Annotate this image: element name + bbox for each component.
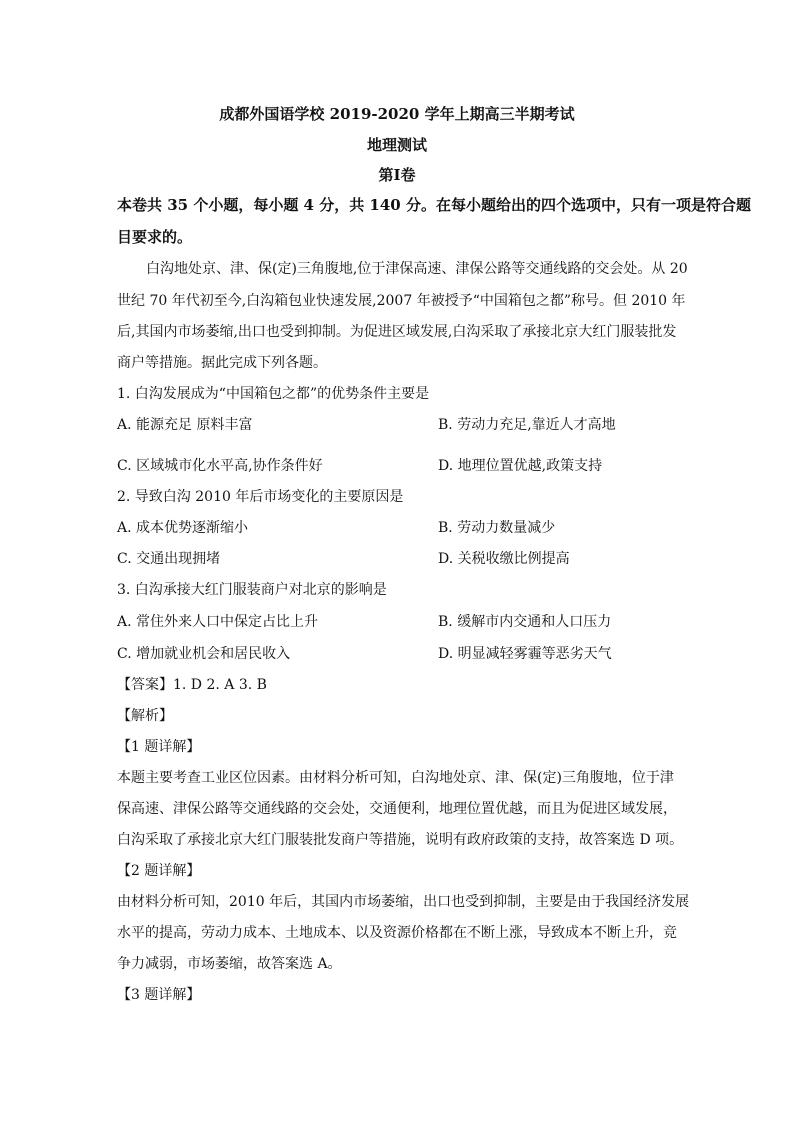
analysis-label: 【解析】 <box>117 708 173 724</box>
option-d: D. 关税收缴比例提高 <box>438 551 570 567</box>
option-c: C. 区域城市化水平高,协作条件好 <box>117 458 323 474</box>
detail-line: 争力减弱，市场萎缩，故答案选 A。 <box>117 956 342 972</box>
detail-label-3: 【3 题详解】 <box>117 987 201 1003</box>
exam-subtitle: 地理测试 <box>366 136 427 154</box>
material-line: 世纪 70 年代初至今,白沟箱包业快速发展,2007 年被授予“中国箱包之都”称号。但 2010 年 <box>117 293 686 309</box>
option-a: A. 成本优势逐渐缩小 <box>117 520 249 536</box>
material-line: 商户等措施。据此完成下列各题。 <box>117 355 327 371</box>
detail-line: 保高速、津保公路等交通线路的交会处，交通便利，地理位置优越，而且为促进区域发展， <box>117 801 677 817</box>
option-b: B. 劳动力充足,靠近人才高地 <box>438 417 616 433</box>
answer-line: 【答案】1. D 2. A 3. B <box>117 677 267 693</box>
question-stem: 1. 白沟发展成为“中国箱包之都”的优势条件主要是 <box>117 386 430 402</box>
volume-label: 第Ⅰ卷 <box>378 166 416 184</box>
instruction-line: 本卷共 35 个小题，每小题 4 分，共 140 分。在每小题给出的四个选项中，只有一项是符合题 <box>117 196 751 214</box>
exam-title: 成都外国语学校 2019-2020 学年上期高三半期考试 <box>219 105 575 123</box>
option-a: A. 常住外来人口中保定占比上升 <box>117 614 319 630</box>
detail-line: 由材料分析可知，2010 年后，其国内市场萎缩，出口也受到抑制，主要是由于我国经济发展 <box>117 894 690 910</box>
detail-line: 水平的提高，劳动力成本、土地成本、以及资源价格都在不断上涨，导致成本不断上升，竞 <box>117 925 677 941</box>
question-stem: 3. 白沟承接大红门服装商户对北京的影响是 <box>117 582 387 598</box>
instruction-line: 目要求的。 <box>117 228 193 246</box>
option-b: B. 劳动力数量减少 <box>438 520 556 536</box>
option-a: A. 能源充足 原料丰富 <box>117 417 253 433</box>
material-line: 后,其国内市场萎缩,出口也受到抑制。为促进区域发展,白沟采取了承接北京大红门服装批发 <box>117 324 677 340</box>
detail-line: 本题主要考查工业区位因素。由材料分析可知，白沟地处京、津、保(定)三角腹地，位于津 <box>117 770 674 786</box>
option-b: B. 缓解市内交通和人口压力 <box>438 614 612 630</box>
detail-line: 白沟采取了承接北京大红门服装批发商户等措施，说明有政府政策的支持，故答案选 D 项。 <box>117 832 684 848</box>
option-c: C. 交通出现拥堵 <box>117 551 221 567</box>
option-d: D. 明显减轻雾霾等恶劣天气 <box>438 646 612 662</box>
detail-label-1: 【1 题详解】 <box>117 739 201 755</box>
detail-label-2: 【2 题详解】 <box>117 863 201 879</box>
option-c: C. 增加就业机会和居民收入 <box>117 646 291 662</box>
question-stem: 2. 导致白沟 2010 年后市场变化的主要原因是 <box>117 489 404 505</box>
material-line: 白沟地处京、津、保(定)三角腹地,位于津保高速、津保公路等交通线路的交会处。从 20 <box>146 261 688 277</box>
option-d: D. 地理位置优越,政策支持 <box>438 458 603 474</box>
